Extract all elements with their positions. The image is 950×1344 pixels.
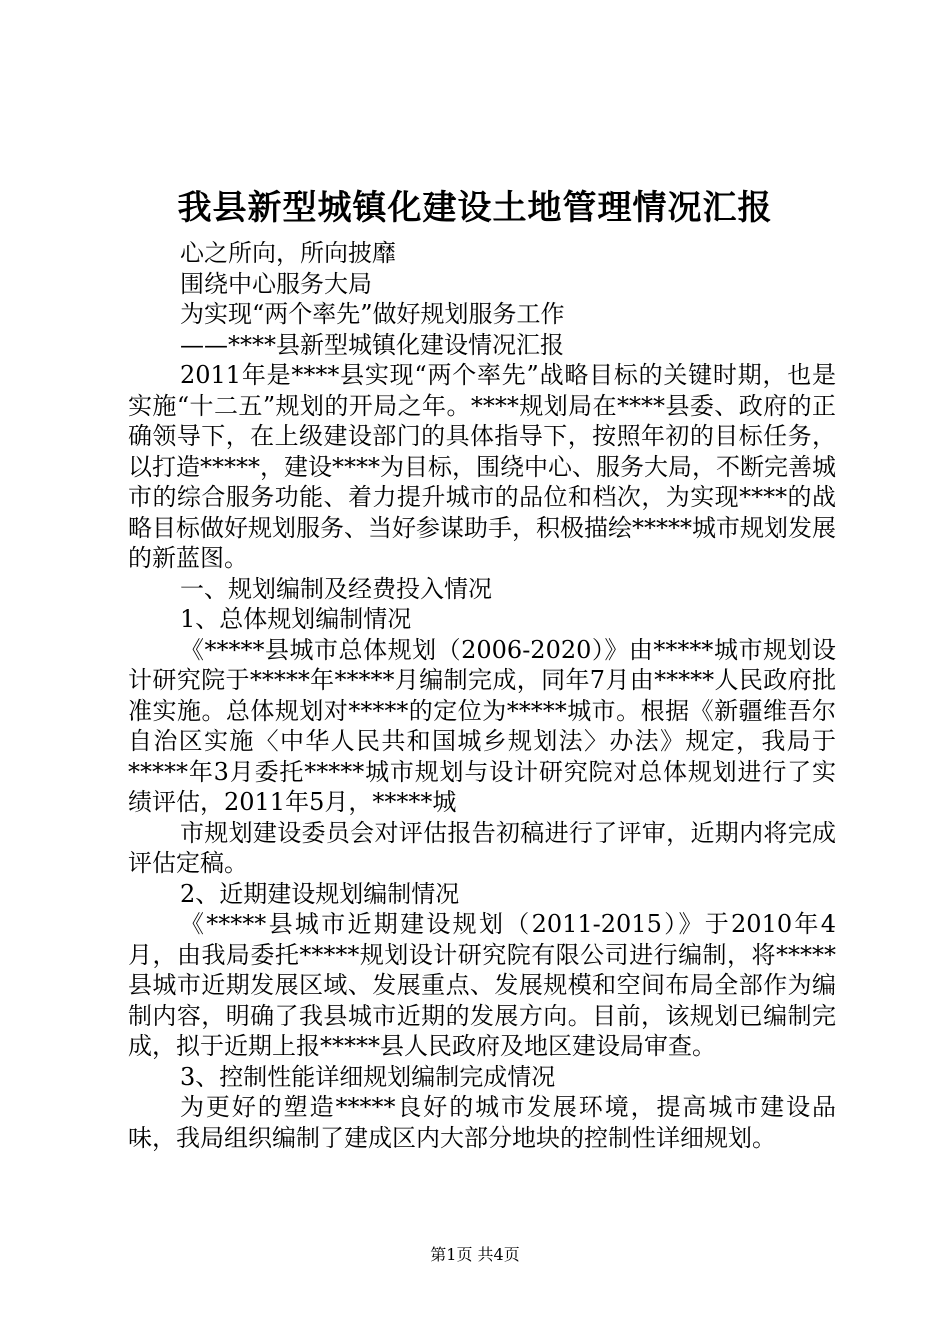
paragraph-near-term-plan: 《*****县城市近期建设规划（2011-2015）》于2010年4月，由我局委托*****规划设计研究院有限公司进行编制，将*****县城市近期发展区域、发展重点、发展规模和空间布局全部作为编制内容，明确了我县城市近期的发展方向。目前，该规划已编制完成，拟于近期上报*****县人民政府及地区建设局审查。 bbox=[128, 910, 836, 1060]
subtitle-line-1: 心之所向，所向披靡 bbox=[180, 239, 396, 267]
subsection-heading-3: 3、控制性能详细规划编制完成情况 bbox=[180, 1062, 556, 1091]
document-title: 我县新型城镇化建设土地管理情况汇报 bbox=[177, 188, 773, 228]
page-number-footer: 第1页 共4页 bbox=[430, 1245, 520, 1264]
subsection-heading-1: 1、总体规划编制情况 bbox=[180, 605, 412, 633]
section-heading-1: 一、规划编制及经费投入情况 bbox=[180, 574, 492, 603]
document-body bbox=[128, 238, 836, 1153]
paragraph-master-plan: 《*****县城市总体规划（2006-2020）》由*****城市规划设计研究院于*****年*****月编制完成，同年7月由*****人民政府批准实施。总体规划对*****的定位为*****城市。根据《新疆维吾尔自治区实施〈中华人民共和国城乡规划法〉办法》规定，我局于*****年3月委托*****城市规划与设计研究院对总体规划进行了实绩评估，2011年5月，*****城 bbox=[128, 635, 836, 816]
paragraph-master-plan-continued: 市规划建设委员会对评估报告初稿进行了评审，近期内将完成评估定稿。 bbox=[128, 818, 836, 877]
subtitle-line-4: ——****县新型城镇化建设情况汇报 bbox=[180, 330, 564, 359]
paragraph-detailed-plan: 为更好的塑造*****良好的城市发展环境，提高城市建设品味，我局组织编制了建成区内大部分地块的控制性详细规划。 bbox=[128, 1093, 836, 1152]
subtitle-line-3: 为实现“两个率先”做好规划服务工作 bbox=[180, 300, 565, 328]
subsection-heading-2: 2、近期建设规划编制情况 bbox=[180, 879, 460, 908]
intro-paragraph: 2011年是****县实现“两个率先”战略目标的关键时期，也是实施“十二五”规划的开局之年。****规划局在****县委、政府的正确领导下，在上级建设部门的具体指导下，按照年初的目标任务，以打造*****，建设****为目标，围绕中心、服务大局，不断完善城市的综合服务功能、着力提升城市的品位和档次，为实现****的战略目标做好规划服务、当好参谋助手，积极描绘*****城市规划发展的新蓝图。 bbox=[128, 361, 836, 572]
subtitle-line-2: 围绕中心服务大局 bbox=[180, 269, 372, 298]
